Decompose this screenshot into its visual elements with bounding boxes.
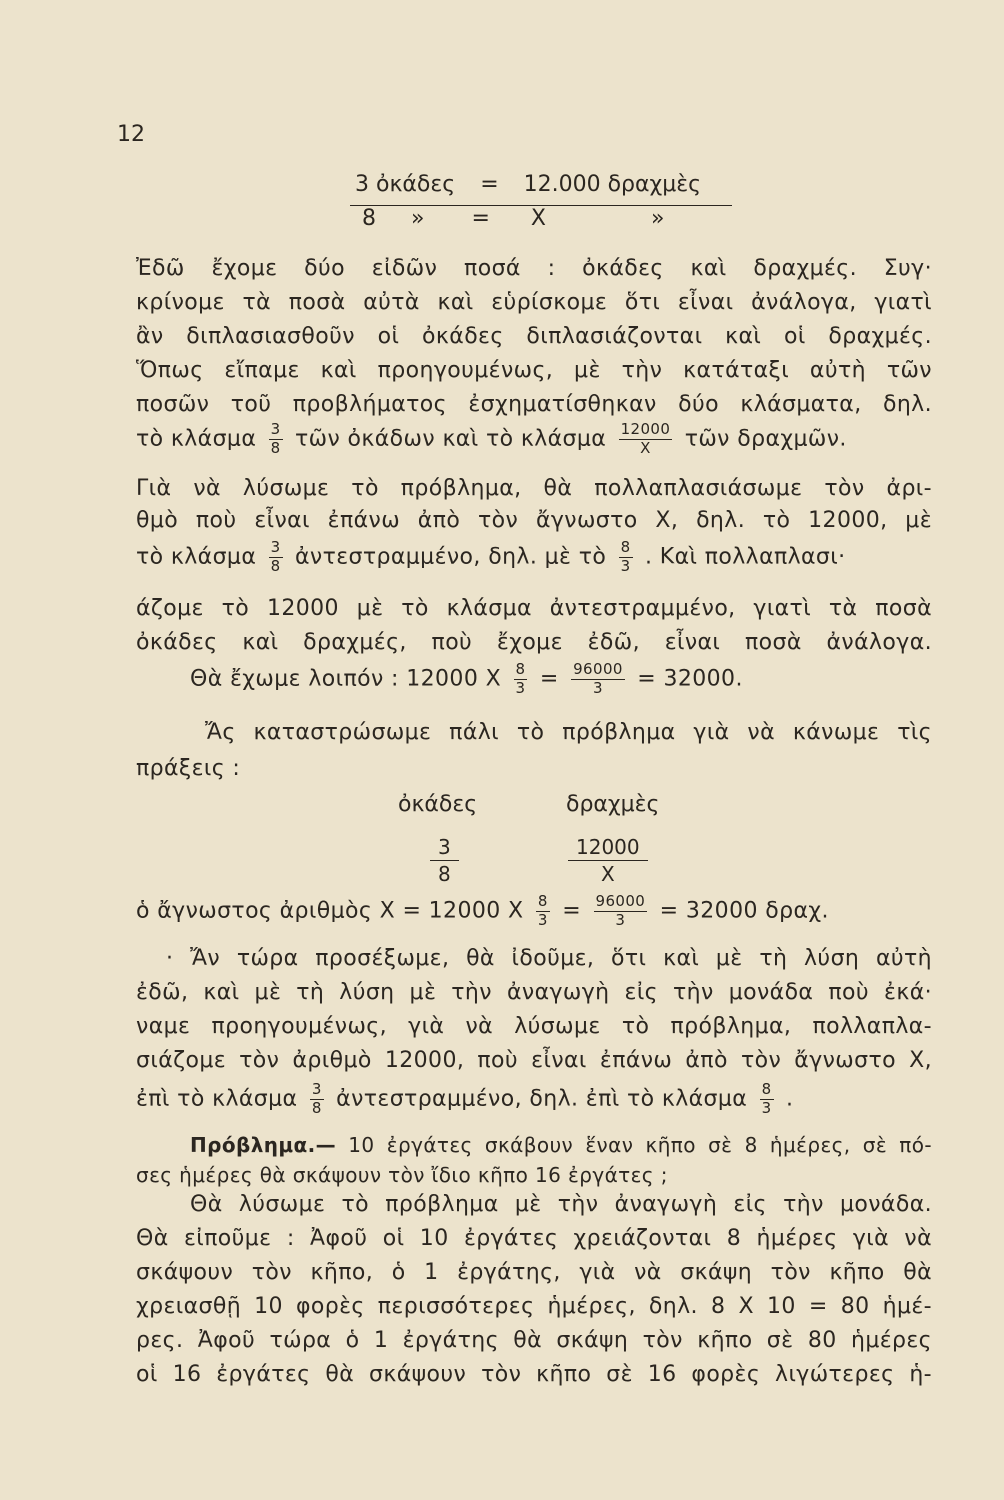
equals-sign: = (562, 898, 582, 924)
problem-line (190, 1133, 932, 1157)
fraction-line (136, 540, 932, 575)
text-segment: = 32000 δραχ. (659, 898, 829, 924)
fraction-3-8 (310, 1082, 324, 1117)
equals-sign: = (539, 666, 559, 692)
text-segment: ἐπὶ τὸ κλάσμα (136, 1086, 298, 1112)
fraction-denominator: 3 (592, 678, 603, 697)
fraction-numerator: 3 (270, 538, 281, 556)
fraction-numerator: 8 (761, 1080, 772, 1098)
fraction-8-3 (536, 894, 550, 929)
text-line: ποσῶν τοῦ προβλήματος ἐσχηματίσθηκαν δύο κλάσματα, δηλ. (136, 392, 932, 417)
text-segment: τῶν ὀκάδων καὶ τὸ κλάσμα (295, 426, 607, 452)
text-line: Θὰ λύσωμε τὸ πρόβλημα μὲ τὴν ἀναγωγὴ εἰς τὴν μονάδα. (190, 1192, 932, 1217)
text-segment: τὸ κλάσμα (136, 544, 257, 570)
text-line: κρίνομε τὰ ποσὰ αὐτὰ καὶ εὑρίσκομε ὅτι εἶναι ἀνάλογα, γιατὶ (136, 290, 932, 315)
proportion-8: 8 (362, 206, 376, 231)
text-line: Γιὰ νὰ λύσωμε τὸ πρόβλημα, θὰ πολλαπλασιάσωμε τὸν ἀρι- (136, 476, 932, 501)
text-line: Ἄς καταστρώσωμε πάλι τὸ πρόβλημα γιὰ νὰ κάνωμε τὶς (205, 720, 932, 745)
problem-text: 10 ἐργάτες σκάβουν ἕναν κῆπο σὲ 8 ἡμέρες, σὲ πό- (348, 1133, 932, 1157)
fraction-line (136, 1082, 932, 1117)
proportion-equals-2: = (471, 206, 490, 231)
text-segment: Θὰ ἔχωμε λοιπόν : 12000 X (190, 666, 502, 692)
fraction-numerator: 3 (270, 420, 281, 438)
text-line: θμὸ ποὺ εἶναι ἐπάνω ἀπὸ τὸν ἄγνωστο X, δηλ. τὸ 12000, μὲ (136, 508, 932, 533)
text-segment: ὁ ἄγνωστος ἀριθμὸς X = 12000 X (136, 898, 524, 924)
proportion-drachmes: 12.000 δραχμὲς (523, 172, 702, 197)
fraction-96000-3 (571, 662, 625, 697)
text-segment: = 32000. (637, 666, 743, 692)
proportion-quote-2: » (650, 206, 665, 231)
text-line: ὀκάδες καὶ δραχμές, ποὺ ἔχομε ἐδῶ, εἶναι ποσὰ ἀνάλογα. (136, 630, 932, 655)
fraction-denominator: 8 (270, 556, 281, 575)
text-segment: . (785, 1086, 794, 1112)
fraction-line (136, 422, 932, 457)
fraction-numerator: 96000 (573, 660, 623, 678)
text-line: σκάψουν τὸν κῆπο, ὁ 1 ἐργάτης, γιὰ νὰ σκάψη τὸν κῆπο θὰ (136, 1260, 932, 1285)
fraction-denominator: 8 (438, 862, 451, 886)
fraction-numerator: 12000 (568, 834, 648, 861)
text-line: οἱ 16 ἐργάτες θὰ σκάψουν τὸν κῆπο σὲ 16 φορὲς λιγώτερες ἡ- (136, 1362, 932, 1387)
text-line: ἐδῶ, καὶ μὲ τὴ λύση μὲ τὴν ἀναγωγὴ εἰς τὴν μονάδα ποὺ ἐκά· (136, 980, 932, 1005)
fraction-denominator: 3 (761, 1098, 772, 1117)
fraction-denominator: X (640, 438, 651, 457)
text-line: ναμε προηγουμένως, γιὰ νὰ λύσωμε τὸ πρόβλημα, πολλαπλα- (136, 1014, 932, 1039)
table-header-drachmes: δραχμὲς (566, 792, 660, 817)
fraction-96000-3 (594, 894, 648, 929)
text-line: σιάζομε τὸν ἀριθμὸ 12000, ποὺ εἶναι ἐπάνω ἀπὸ τὸν ἄγνωστο X, (136, 1048, 932, 1073)
fraction-8-3 (760, 1082, 774, 1117)
fraction-8-3 (619, 540, 633, 575)
fraction-12000-x (619, 422, 673, 457)
proportion-quote: » (411, 206, 425, 231)
fraction-3-8 (269, 422, 283, 457)
fraction-denominator: 3 (537, 910, 548, 929)
fraction-numerator: 8 (620, 538, 631, 556)
fraction-3-8 (269, 540, 283, 575)
proportion-x: X (530, 206, 546, 231)
text-line: χρειασθῇ 10 φορὲς περισσότερες ἡμέρες, δηλ. 8 X 10 = 80 ἡμέ- (136, 1294, 932, 1319)
fraction-denominator: 3 (620, 556, 631, 575)
table-header-okades: ὀκάδες (398, 792, 478, 817)
text-line: Θὰ εἰποῦμε : Ἀφοῦ οἱ 10 ἐργάτες χρειάζονται 8 ἡμέρες γιὰ νὰ (136, 1226, 932, 1251)
fraction-denominator: 3 (615, 910, 626, 929)
fraction-denominator: 3 (515, 678, 526, 697)
problem-label: Πρόβλημα.— (190, 1133, 337, 1157)
fraction-numerator: 8 (537, 892, 548, 910)
proportion-equals: = (480, 172, 499, 197)
fraction-numerator: 12000 (620, 420, 671, 438)
fraction-numerator: 8 (515, 660, 526, 678)
text-line: πράξεις : (136, 756, 241, 781)
fraction-denominator: 8 (270, 438, 281, 457)
table-fraction-3-8 (430, 834, 459, 887)
calculation-line (136, 894, 932, 929)
proportion-row-2 (300, 206, 664, 231)
proportion-row-1 (300, 172, 701, 197)
text-line: ρες. Ἀφοῦ τώρα ὁ 1 ἐργάτης θὰ σκάψη τὸν κῆπο σὲ 80 ἡμέρες (136, 1328, 932, 1353)
fraction-numerator: 96000 (595, 892, 646, 910)
page-number: 12 (117, 122, 145, 147)
text-segment: τὸ κλάσμα (136, 426, 257, 452)
fraction-numerator: 3 (311, 1080, 322, 1098)
text-line: · Ἄν τώρα προσέξωμε, θὰ ἰδοῦμε, ὅτι καὶ μὲ τὴ λύση αὐτὴ (166, 946, 932, 971)
proportion-okades: 3 ὀκάδες (355, 172, 456, 197)
table-fraction-12000-x (568, 834, 648, 887)
text-segment: ἀντεστραμμένο, δηλ. ἐπὶ τὸ κλάσμα (336, 1086, 748, 1112)
fraction-denominator: X (600, 862, 615, 886)
calculation-line (190, 662, 890, 697)
fraction-denominator: 8 (311, 1098, 322, 1117)
text-line: ἂν διπλασιασθοῦν οἱ ὀκάδες διπλασιάζονται καὶ οἱ δραχμές. (136, 324, 932, 349)
text-segment: . Καὶ πολλαπλασι· (644, 544, 846, 570)
fraction-numerator: 3 (430, 834, 459, 861)
text-line: άζομε τὸ 12000 μὲ τὸ κλάσμα ἀντεστραμμένο, γιατὶ τὰ ποσὰ (136, 596, 932, 621)
text-line: Ἐδῶ ἔχομε δύο εἰδῶν ποσά : ὀκάδες καὶ δραχμές. Συγ· (136, 256, 932, 281)
text-line: Ὅπως εἴπαμε καὶ προηγουμένως, μὲ τὴν κατάταξι αὐτὴ τῶν (136, 358, 932, 383)
text-segment: ἀντεστραμμένο, δηλ. μὲ τὸ (295, 544, 607, 570)
problem-line-2: σες ἡμέρες θὰ σκάψουν τὸν ἴδιο κῆπο 16 ἐργάτες ; (136, 1163, 668, 1187)
text-segment: τῶν δραχμῶν. (684, 426, 847, 452)
fraction-8-3 (514, 662, 528, 697)
